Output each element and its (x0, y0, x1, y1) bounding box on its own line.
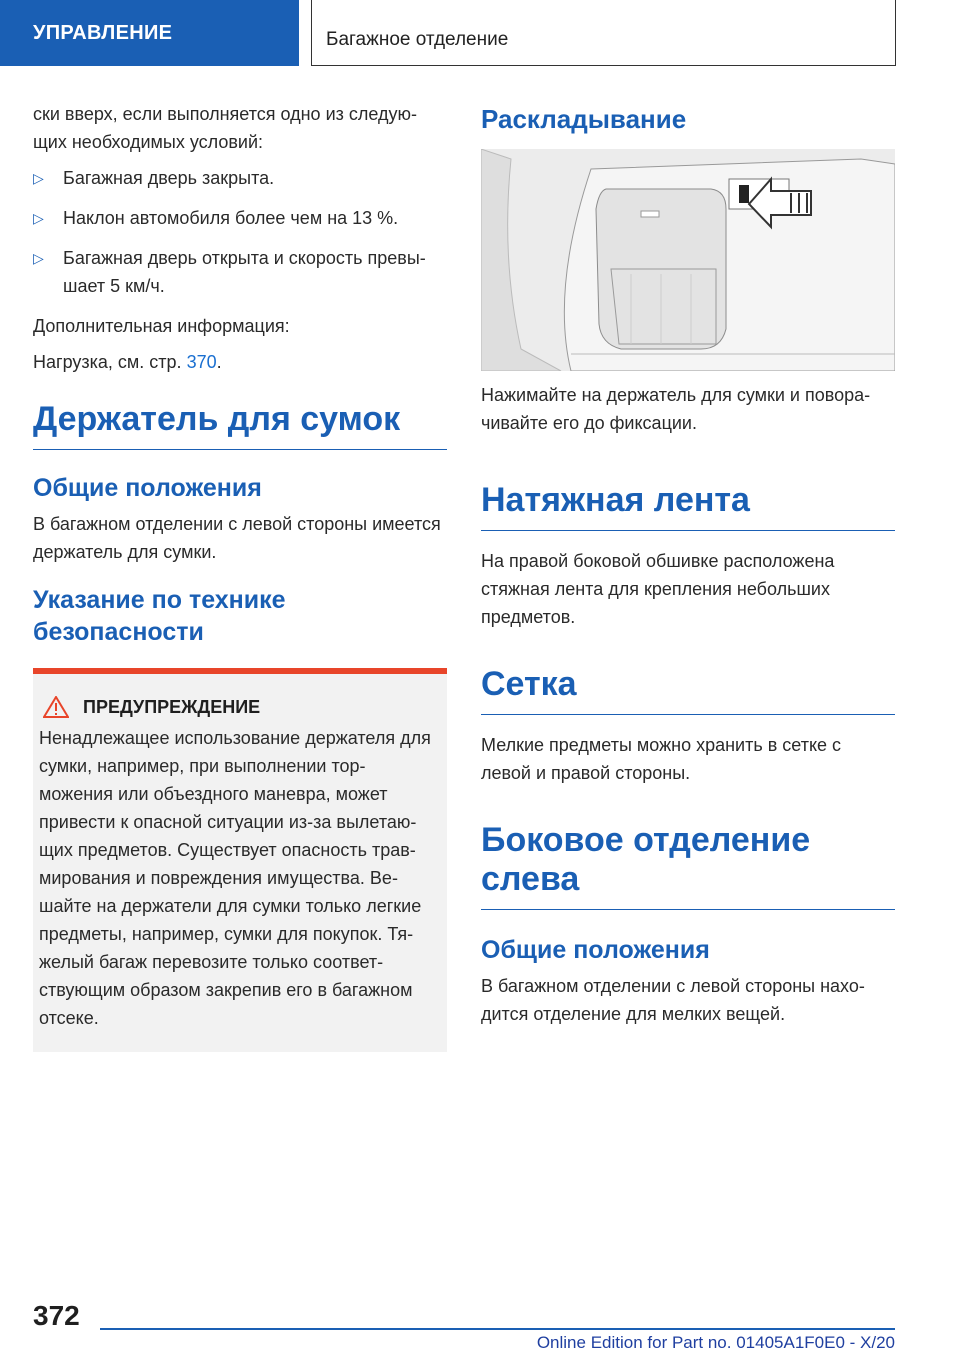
bag-holder-illustration (481, 149, 895, 371)
footer-divider (100, 1328, 895, 1330)
side-general-text: В багажном отделении с левой стороны нахо-дится отделение для мелких вещей. (481, 976, 865, 1024)
net-text: Мелкие предметы можно хранить в сетке с левой и правой стороны. (481, 735, 842, 783)
safety-heading: Указание по технике безопасности (33, 586, 286, 646)
page-link[interactable]: 370 (186, 352, 217, 372)
list-item: ▷ Багажная дверь открыта и скорость превы-шает 5 км/ч. (33, 244, 447, 300)
condition-list (33, 164, 447, 300)
side-general-heading: Общие положения (481, 936, 710, 964)
triangle-bullet-icon: ▷ (33, 210, 44, 226)
more-info-label: Дополнительная информация: (33, 316, 290, 336)
unfold-heading: Раскладывание (481, 104, 687, 134)
warning-triangle-icon (43, 696, 69, 718)
page-header (0, 0, 960, 66)
bag-holder-heading: Держатель для сумок (33, 400, 447, 450)
page-number: 372 (33, 1300, 80, 1331)
left-column (33, 100, 447, 1052)
intro-text: ски вверх, если выполняется одно из следую-щих необходимых условий: (33, 104, 417, 152)
warning-box (33, 668, 447, 1052)
list-item: ▷ Багажная дверь закрыта. (33, 164, 447, 192)
warning-text: Ненадлежащее использование держателя для сумки, например, при выполнении тор-можения или объездного маневра, может привести к опасной ситуации из-за вылетаю-щих предметов. Существует опасность трав-мирования и повреждения имущества. Ве-шайте на держатели для сумки только легкие предметы, например, сумки для покупок. Тя-желый багаж перевозите только соответ-ствующим образом закрепив его в багажном отсеке. (39, 728, 431, 1028)
strap-heading: Натяжная лента (481, 481, 895, 531)
section-label: УПРАВЛЕНИЕ (0, 0, 299, 66)
edition-text: Online Edition for Part no. 01405A1F0E0 - X/20 (536, 1333, 895, 1352)
triangle-bullet-icon: ▷ (33, 170, 44, 186)
warning-label: ПРЕДУПРЕЖДЕНИЕ (83, 696, 261, 717)
warning-header (39, 696, 439, 718)
trunk-illustration (481, 149, 895, 371)
side-compartment-heading: Боковое отделение слева (481, 821, 895, 910)
list-item: ▷ Наклон автомобиля более чем на 13 %. (33, 204, 447, 232)
strap-text: На правой боковой обшивке расположена стяжная лента для крепления небольших предметов. (481, 551, 835, 627)
chapter-title: Багажное отделение (311, 0, 896, 66)
right-column (481, 100, 895, 1036)
load-reference: Нагрузка, см. стр. 370. (33, 352, 222, 372)
unfold-text: Нажимайте на держатель для сумки и повора-чивайте его до фиксации. (481, 385, 871, 433)
general-heading: Общие положения (33, 474, 262, 502)
triangle-bullet-icon: ▷ (33, 250, 44, 266)
net-heading: Сетка (481, 665, 895, 715)
general-text: В багажном отделении с левой стороны имеется держатель для сумки. (33, 514, 441, 562)
